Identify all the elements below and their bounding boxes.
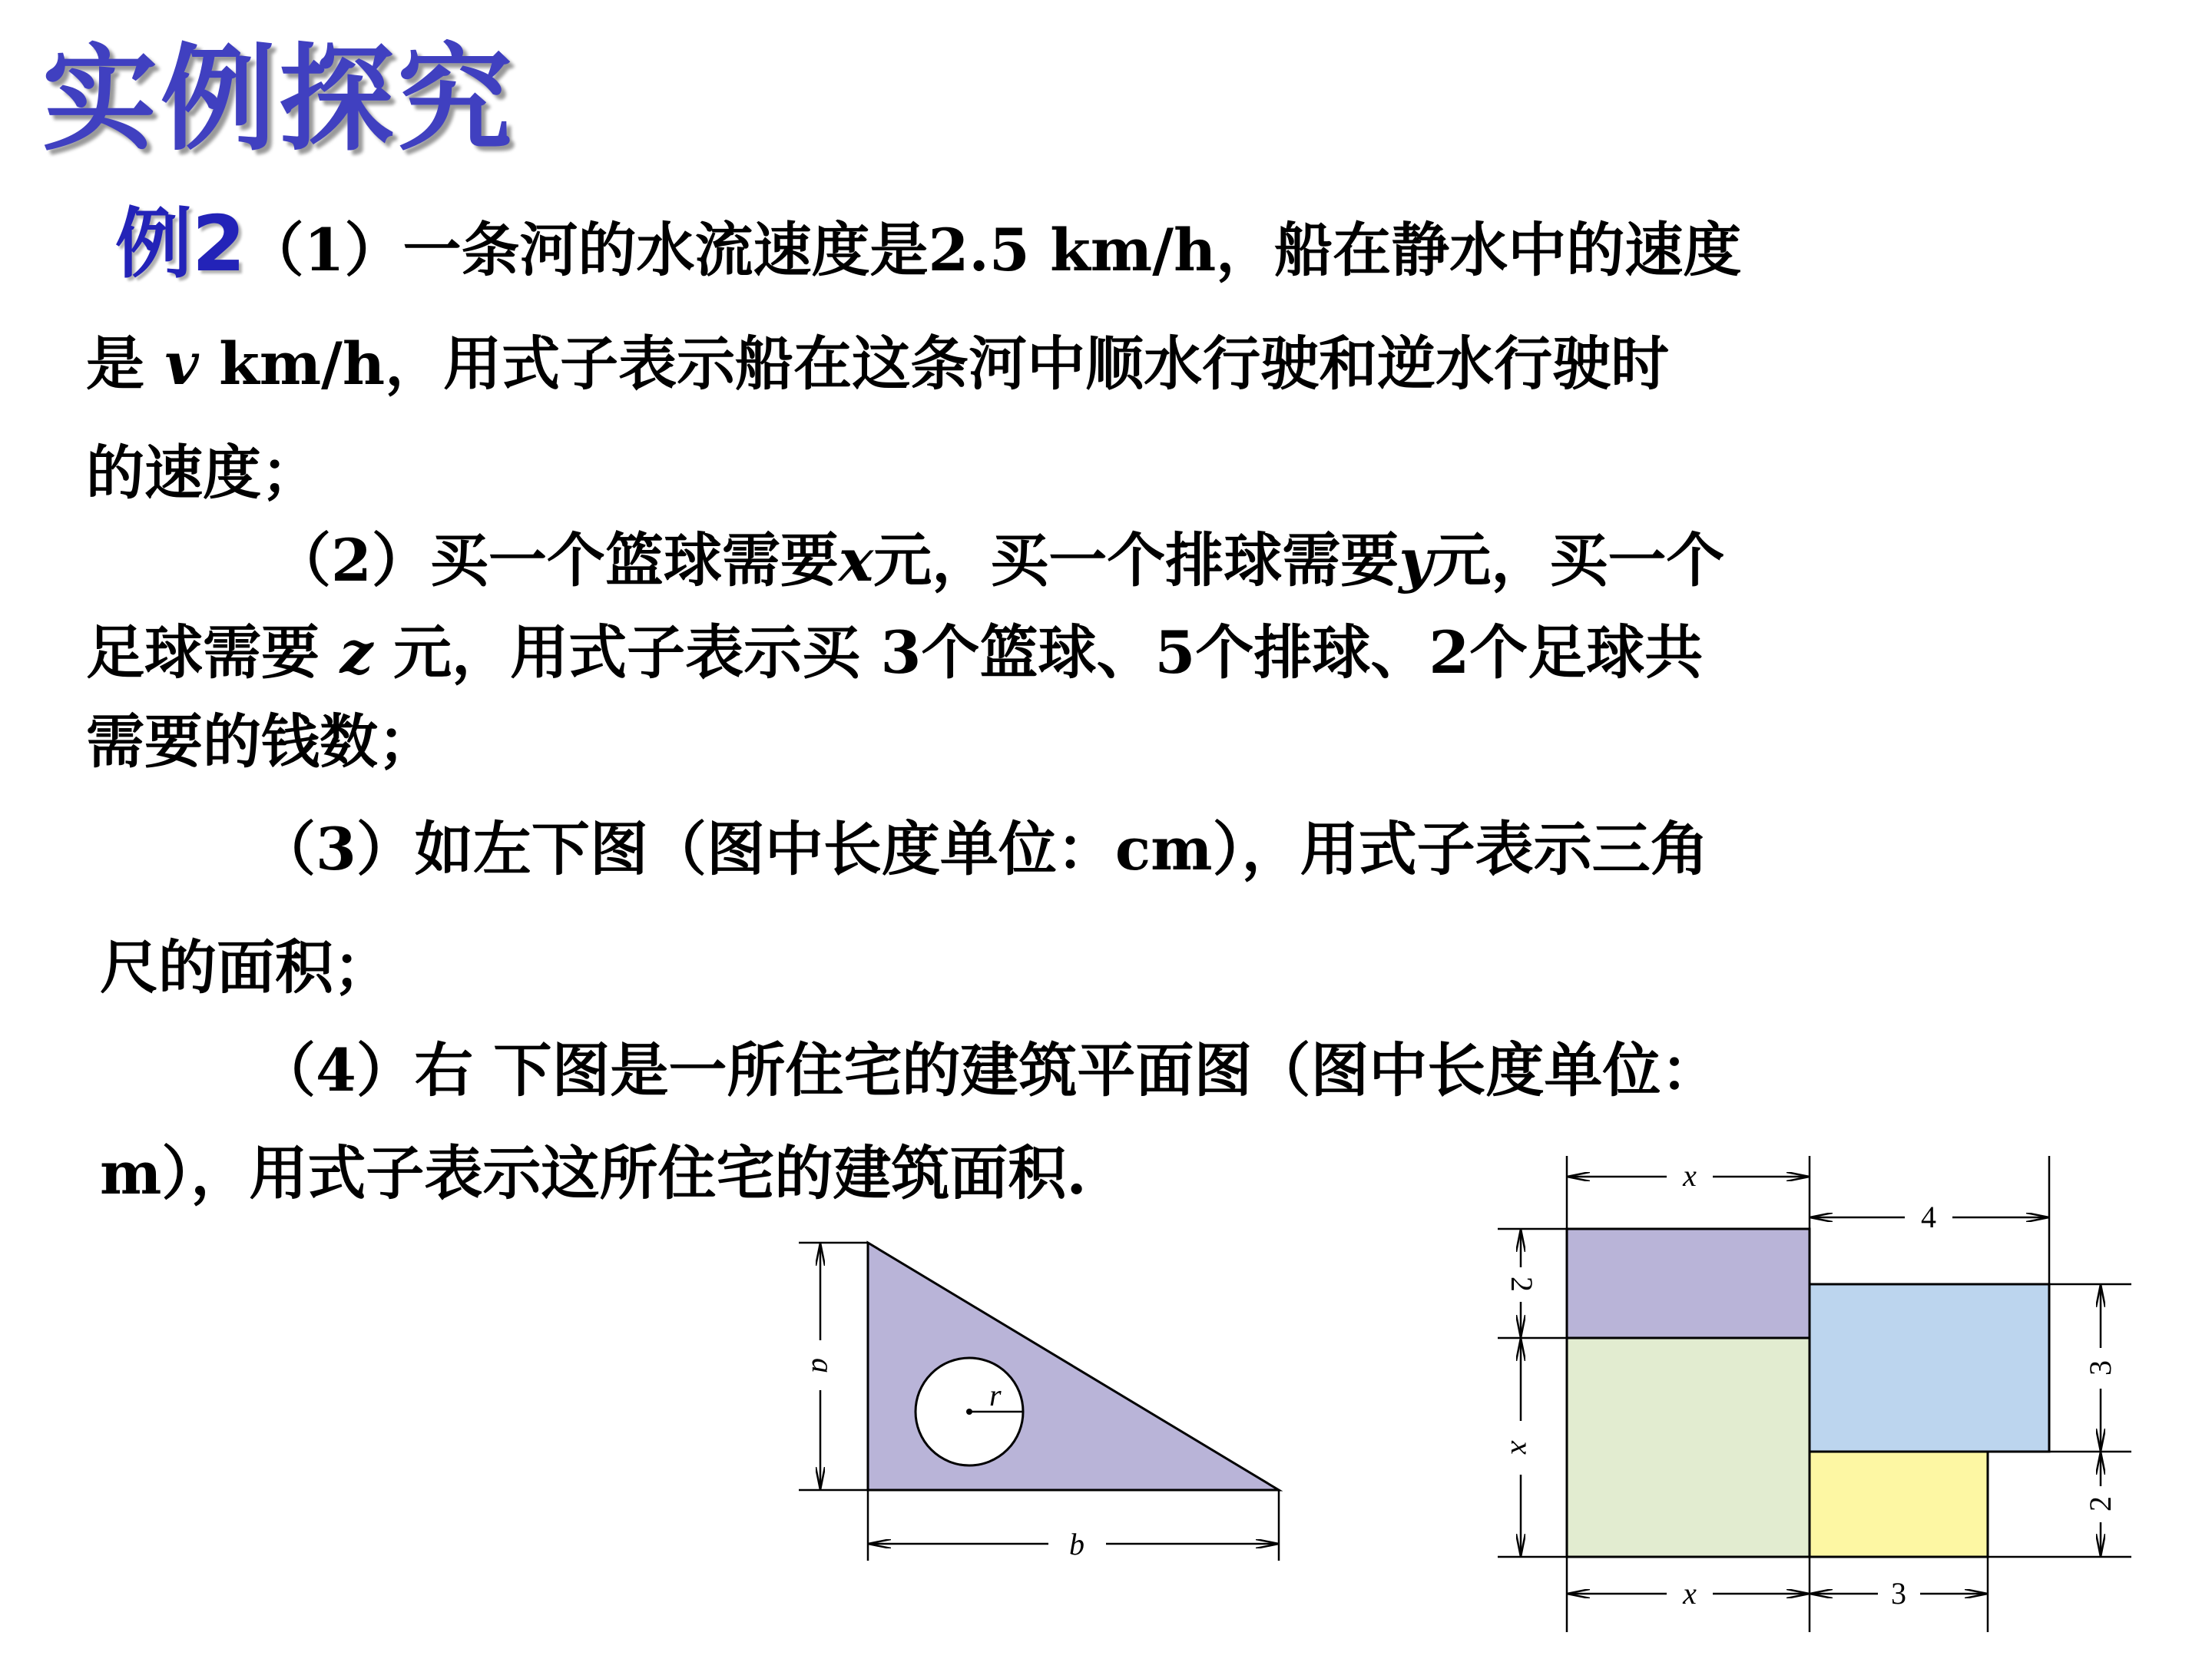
- example-label: 例2: [115, 199, 246, 289]
- q2-text-b: 元，买一个排球需要: [873, 526, 1399, 594]
- room-blue: [1810, 1284, 2049, 1452]
- label-r: r: [989, 1378, 1002, 1412]
- label-b: b: [1069, 1527, 1084, 1561]
- label-left-2: 2: [1505, 1277, 1539, 1292]
- room-purple: [1567, 1229, 1810, 1338]
- var-v: v: [164, 329, 199, 398]
- q1-text-b: 是: [86, 329, 165, 398]
- question-2-line-1: [273, 526, 1725, 594]
- q2-text-d: 足球需要: [86, 618, 340, 687]
- label-left-x: x: [1505, 1441, 1539, 1455]
- question-4-line-1: （4）右 下图是一所住宅的建筑平面图（图中长度单位：: [257, 1036, 1720, 1104]
- question-4-line-2: m），用式子表示这所住宅的建筑面积.: [100, 1139, 1087, 1207]
- label-bottom-3: 3: [1891, 1576, 1906, 1611]
- question-2-line-2: [86, 618, 1704, 687]
- question-1-line-1: [115, 199, 1742, 289]
- label-bottom-x: x: [1683, 1576, 1697, 1611]
- question-3-line-1: （3）如左下图（图中长度单位：cm），用式子表示三角: [257, 815, 1709, 883]
- label-top-4: 4: [1921, 1200, 1936, 1234]
- q2-text-c: 元，买一个: [1432, 526, 1725, 594]
- label-right-2: 2: [2083, 1496, 2118, 1512]
- question-1-line-3: 的速度；: [86, 439, 320, 507]
- room-green: [1567, 1338, 1810, 1557]
- var-x: x: [838, 526, 874, 594]
- floor-plan-figure: [1482, 1144, 2135, 1651]
- label-a: a: [806, 1358, 840, 1373]
- page-title: 实例探究: [42, 33, 516, 167]
- var-y: y: [1399, 526, 1433, 594]
- q1-text-a: （1）一条河的水流速度是2.5 km/h，船在静水中的速度: [245, 216, 1742, 284]
- var-z: z: [339, 618, 373, 687]
- question-3-line-2: 尺的面积；: [100, 933, 392, 1002]
- q1-text-c: km/h，用式子表示船在这条河中顺水行驶和逆水行驶时: [198, 329, 1670, 398]
- question-1-line-2: [86, 329, 1670, 398]
- room-yellow: [1810, 1452, 1988, 1557]
- question-2-line-3: 需要的钱数；: [86, 707, 436, 776]
- triangle-ruler-figure: [783, 1229, 1321, 1582]
- q2-text-a: （2）买一个篮球需要: [273, 526, 839, 594]
- label-right-3: 3: [2083, 1360, 2118, 1376]
- q2-text-e: 元，用式子表示买 3个篮球、5个排球、2个足球共: [373, 618, 1704, 687]
- triangle-shape: [868, 1243, 1279, 1490]
- label-top-x: x: [1683, 1158, 1697, 1193]
